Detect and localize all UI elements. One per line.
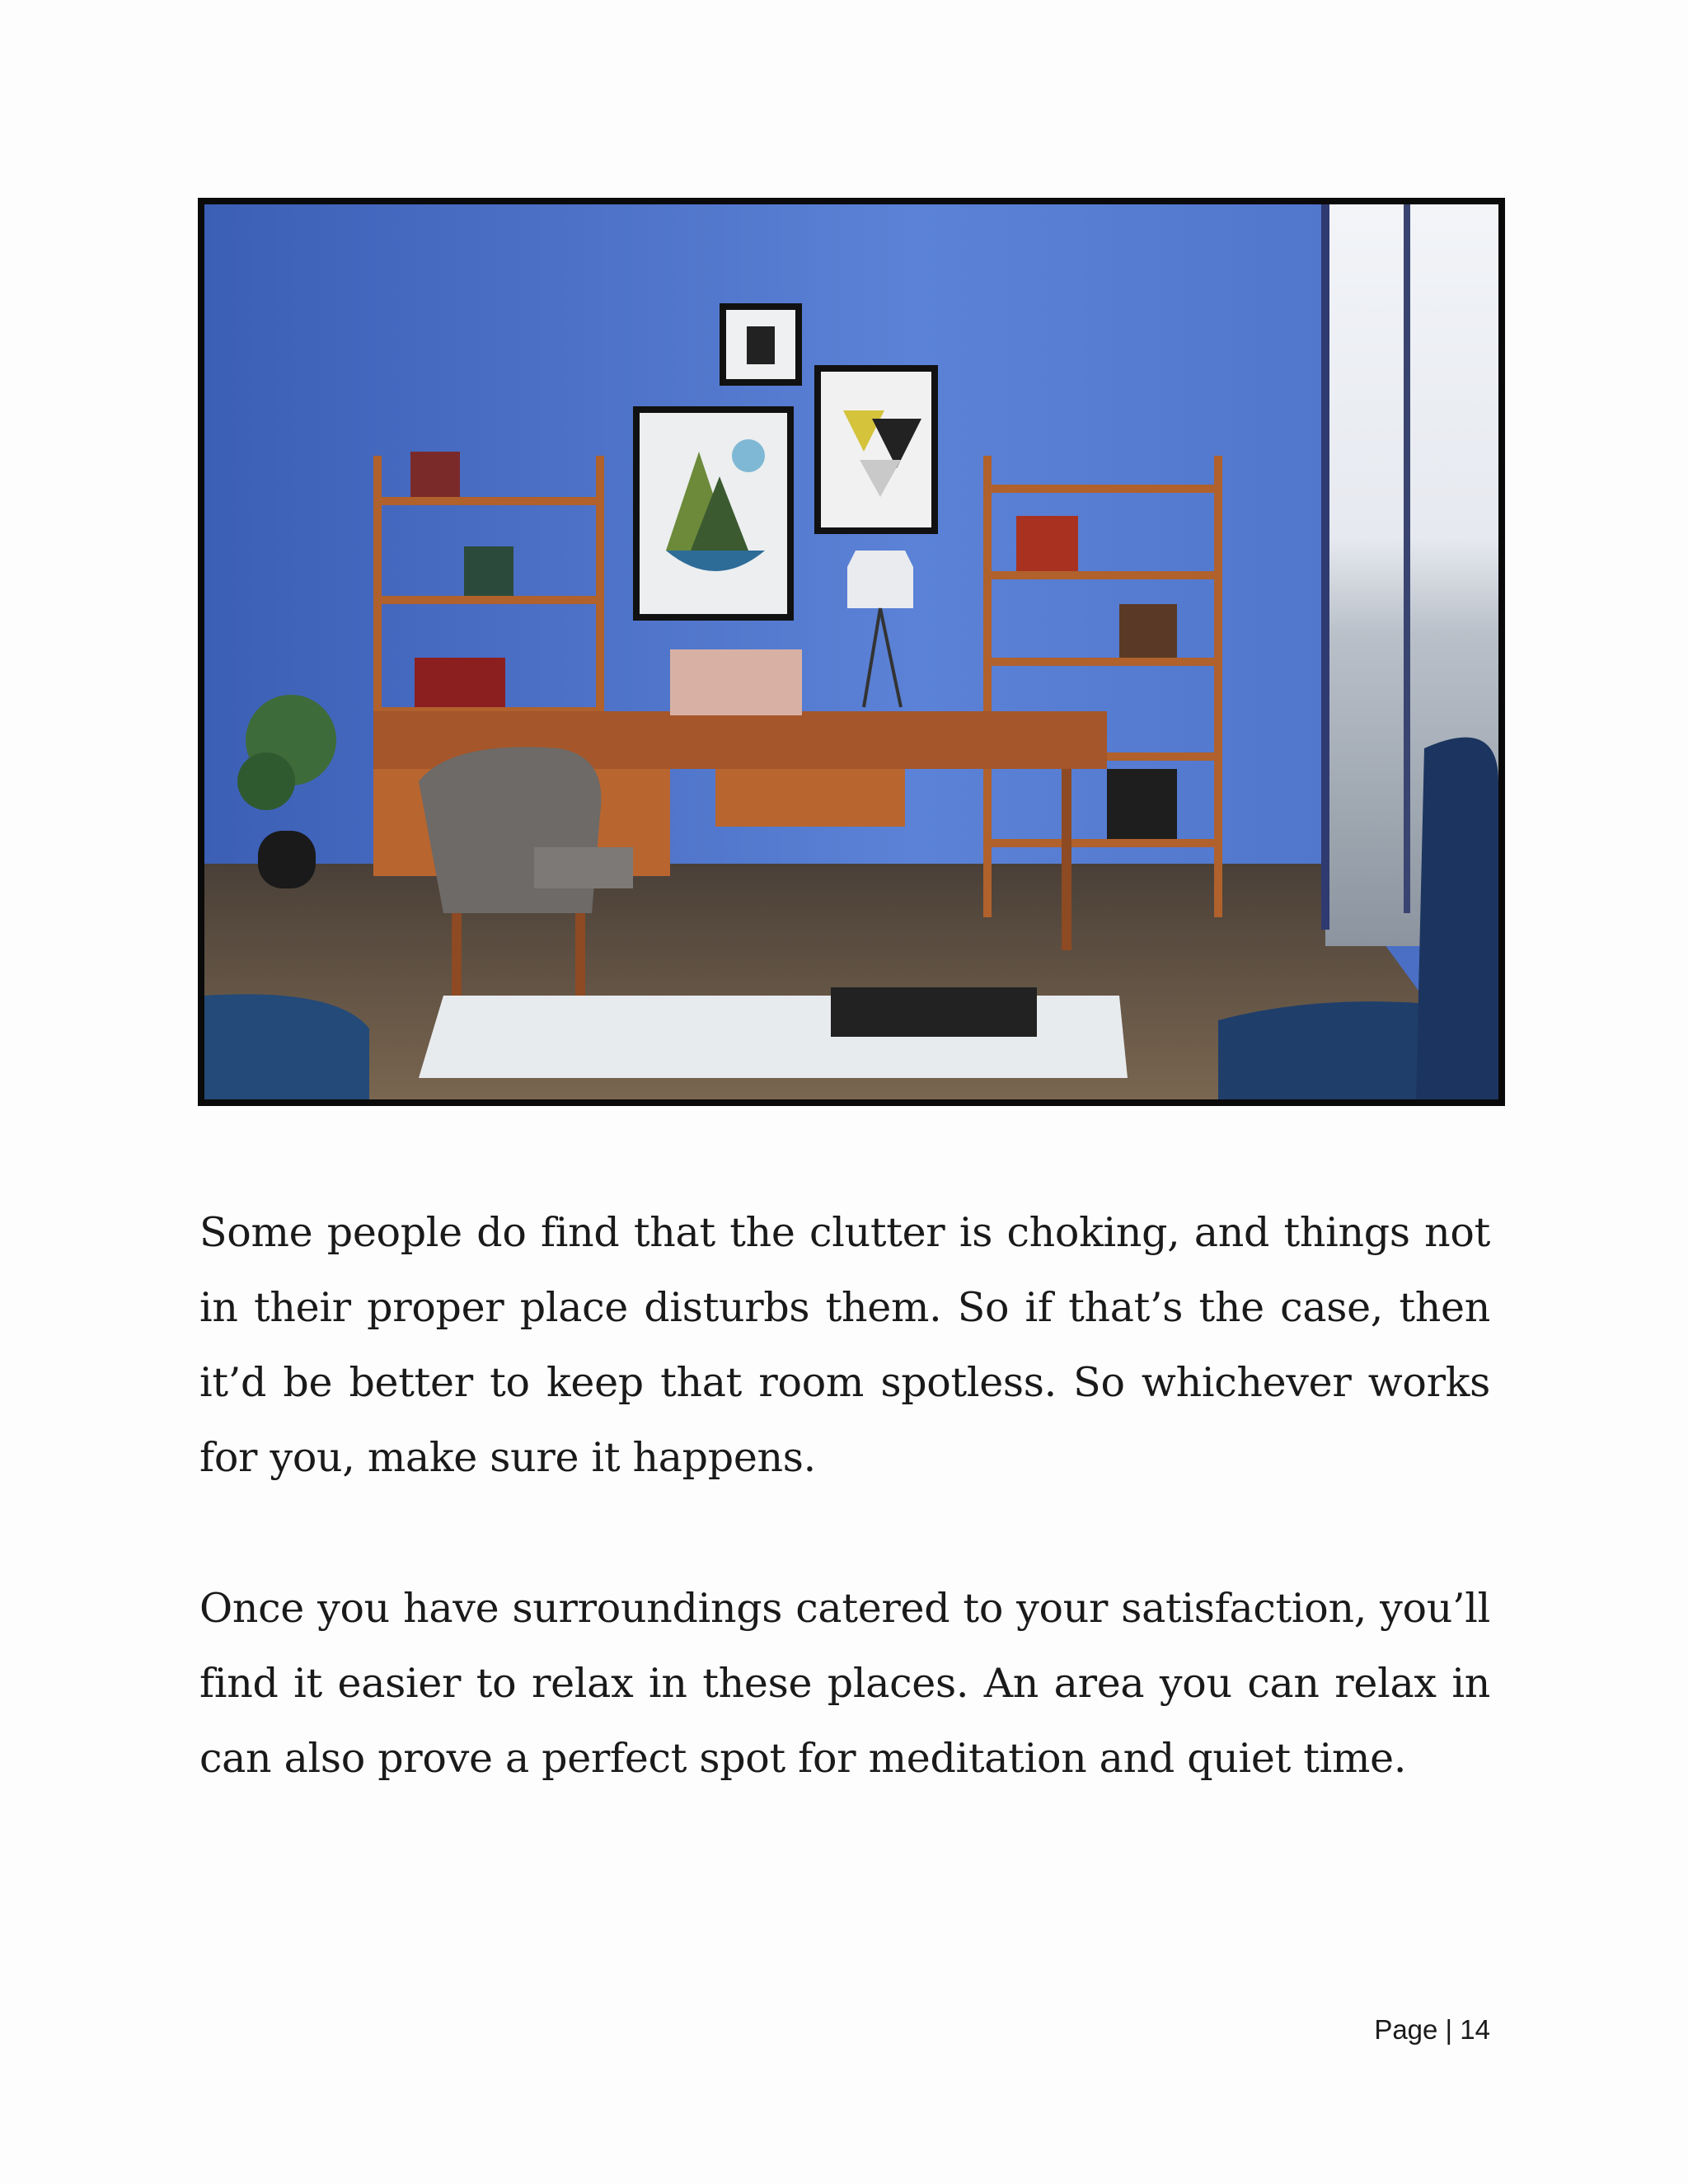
office-room-photo xyxy=(198,198,1505,1106)
office-room-illustration xyxy=(204,204,1498,1099)
page-number: Page | 14 xyxy=(1374,2014,1490,2045)
body-paragraph: Once you have surroundings catered to your satisfaction, you’ll find it easier to relax in these places. An area you can relax in can also prove a perfect spot for meditation and quiet time. xyxy=(199,1585,1490,1782)
body-paragraph: Some people do find that the clutter is choking, and things not in their proper place disturbs them. So if that’s the case, then it’d be better to keep that room spotless. So whichever works for you, make sure it happens. xyxy=(199,1209,1490,1481)
